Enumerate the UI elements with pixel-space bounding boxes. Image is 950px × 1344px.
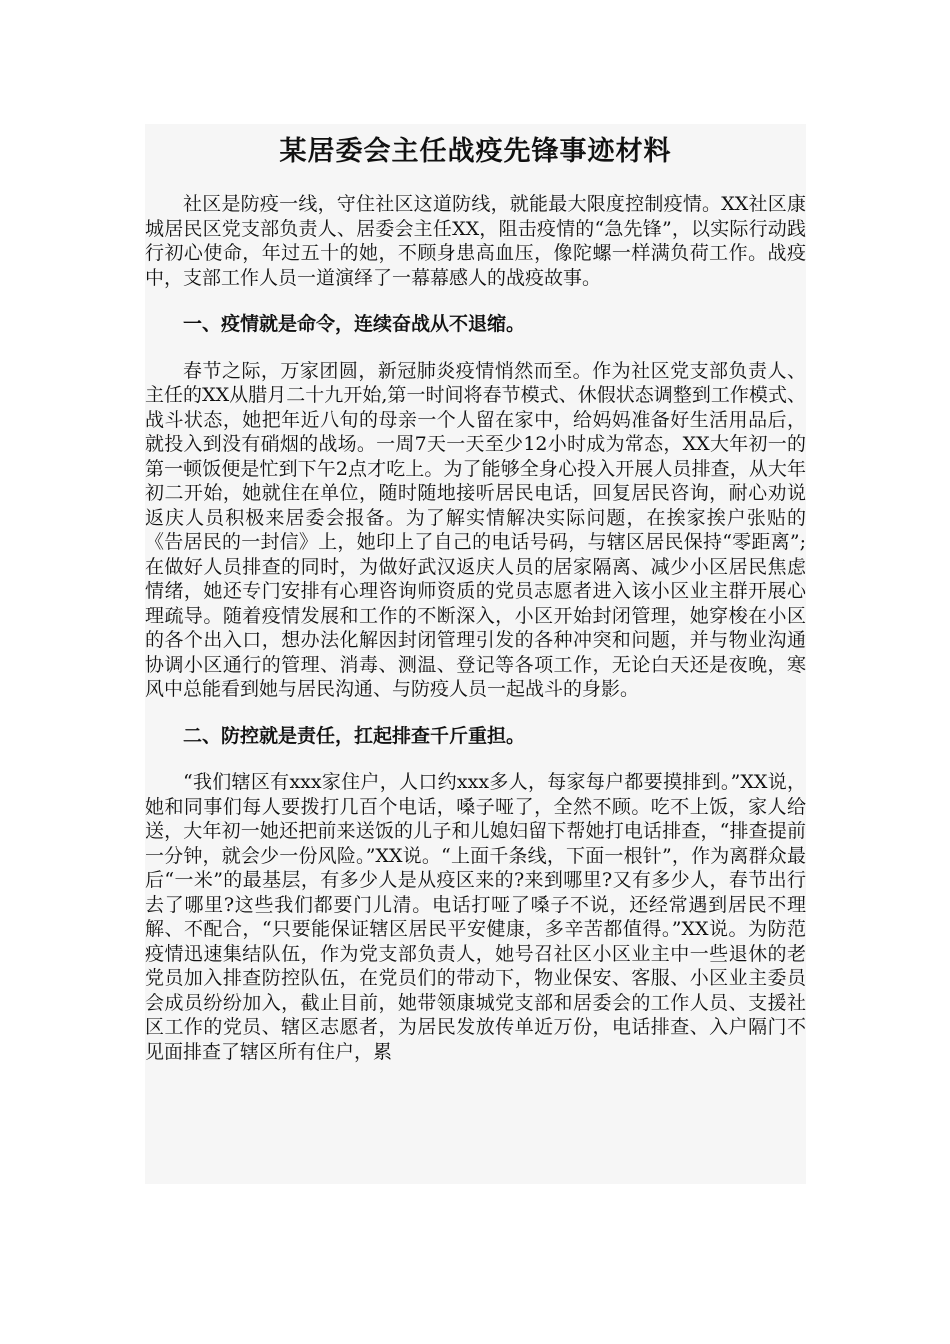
section-2-heading: 二、防控就是责任，扛起排查千斤重担。 — [183, 724, 526, 747]
section-2-body: “我们辖区有xxx家住户，人口约xxx多人，每家每户都要摸排到。”XX说，她和同事们每人要拨打几百个电话，嗓子哑了，全然不顾。吃不上饭，家人给送，大年初一她还把前来送饭的儿子和儿媳妇留下帮她打电话排查，“排查提前一分钟，就会少一份风险。”XX说。“上面千条线，下面一根针”，作为离群众最后“一米”的最基层，有多少人是从疫区来的?来到哪里?又有多少人，春节出行去了哪里?这些我们都要门儿清。电话打哑了嗓子不说，还经常遇到居民不理解、不配合，“只要能保证辖区居民平安健康，多辛苦都值得。”XX说。为防范疫情迅速集结队伍，作为党支部负责人，她号召社区小区业主中一些退休的老党员加入排查防控队伍，在党员们的带动下，物业保安、客服、小区业主委员会成员纷纷加入，截止目前，她带领康城党支部和居委会的工作人员、支援社区工作的党员、辖区志愿者，为居民发放传单近万份，电话排查、入户隔门不见面排查了辖区所有住户，累 — [145, 771, 806, 1063]
section-1-body: 春节之际，万家团圆，新冠肺炎疫情悄然而至。作为社区党支部负责人、主任的XX从腊月二十九开始,第一时间将春节模式、休假状态调整到工作模式、战斗状态，她把年近八旬的母亲一个人留在家中，给妈妈准备好生活用品后，就投入到没有硝烟的战场。一周7天一天至少12小时成为常态，XX大年初一的第一顿饭便是忙到下午2点才吃上。为了能够全身心投入开展人员排查，从大年初二开始，她就住在单位，随时随地接听居民电话，回复居民咨询，耐心劝说返庆人员积极来居委会报备。为了解实情解决实际问题，在挨家挨户张贴的《告居民的一封信》上，她印上了自己的电话号码，与辖区居民保持“零距离”;在做好人员排查的同时，为做好武汉返庆人员的居家隔离、减少小区居民焦虑情绪，她还专门安排有心理咨询师资质的党员志愿者进入该小区业主群开展心理疏导。随着疫情发展和工作的不断深入，小区开始封闭管理，她穿梭在小区的各个出入口，想办法化解因封闭管理引发的各种冲突和问题，并与物业沟通协调小区通行的管理、消毒、测温、登记等各项工作，无论白天还是夜晚，寒风中总能看到她与居民沟通、与防疫人员一起战斗的身影。 — [145, 359, 806, 700]
intro-paragraph: 社区是防疫一线，守住社区这道防线，就能最大限度控制疫情。XX社区康城居民区党支部负责人、居委会主任XX，阻击疫情的“急先锋”，以实际行动践行初心使命，年过五十的她，不顾身患高血压，像陀螺一样满负荷工作。战疫中，支部工作人员一道演绎了一幕幕感人的战疫故事。 — [145, 193, 806, 289]
document-page — [145, 124, 806, 1184]
section-1-heading: 一、疫情就是命令，连续奋战从不退缩。 — [183, 313, 526, 335]
document-title: 某居委会主任战疫先锋事迹材料 — [279, 136, 672, 167]
